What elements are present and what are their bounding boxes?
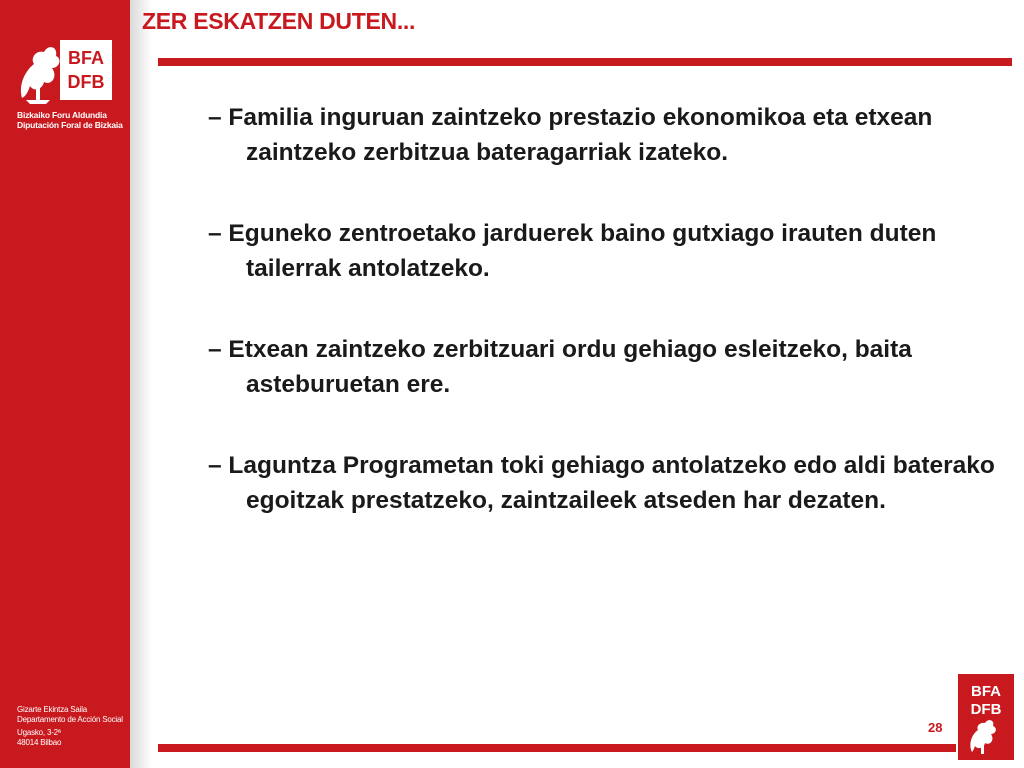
bullet-list — [208, 100, 1008, 564]
logo-top-line1: BFA — [68, 48, 104, 68]
org-name-basque: Bizkaiko Foru Aldundia — [17, 110, 107, 120]
org-name-spanish: Diputación Foral de Bizkaia — [17, 120, 123, 130]
slide-title: ZER ESKATZEN DUTEN... — [142, 8, 416, 34]
bizkaia-tree-logo-icon — [21, 47, 60, 104]
title-divider — [158, 58, 1012, 66]
sidebar — [0, 0, 130, 768]
address-street: Ugasko, 3-2ª — [17, 728, 61, 737]
bullet-item: – Laguntza Programetan toki gehiago antolatzeko edo aldi baterako egoitzak prestatzeko, zaintzaileek atseden har dezaten. — [208, 452, 995, 514]
footer-logo-line1: BFA — [971, 683, 1001, 700]
dept-basque: Gizarte Ekintza Saila — [17, 705, 88, 714]
footer-logo-line2: DFB — [970, 701, 1002, 718]
bullet-item: – Etxean zaintzeko zerbitzuari ordu gehiago esleitzeko, baita asteburuetan ere. — [208, 336, 912, 398]
dept-spanish: Departamento de Acción Social — [17, 714, 123, 724]
bizkaia-logo — [16, 36, 116, 116]
page-number: 28 — [928, 720, 943, 735]
department-info — [17, 705, 123, 747]
bullet-item: – Familia inguruan zaintzeko prestazio ekonomikoa eta etxean zaintzeko zerbitzua bateragarriak izateko. — [208, 104, 933, 166]
address-city: 48014 Bilbao — [17, 737, 62, 747]
logo-top-line2: DFB — [67, 72, 105, 92]
footer-divider — [158, 744, 956, 752]
bullet-item: – Eguneko zentroetako jarduerek baino gutxiago irauten duten tailerrak antolatzeko. — [208, 220, 937, 282]
footer-bfa-logo — [958, 674, 1014, 760]
organization-name — [17, 110, 123, 130]
sidebar-shadow — [130, 0, 152, 768]
